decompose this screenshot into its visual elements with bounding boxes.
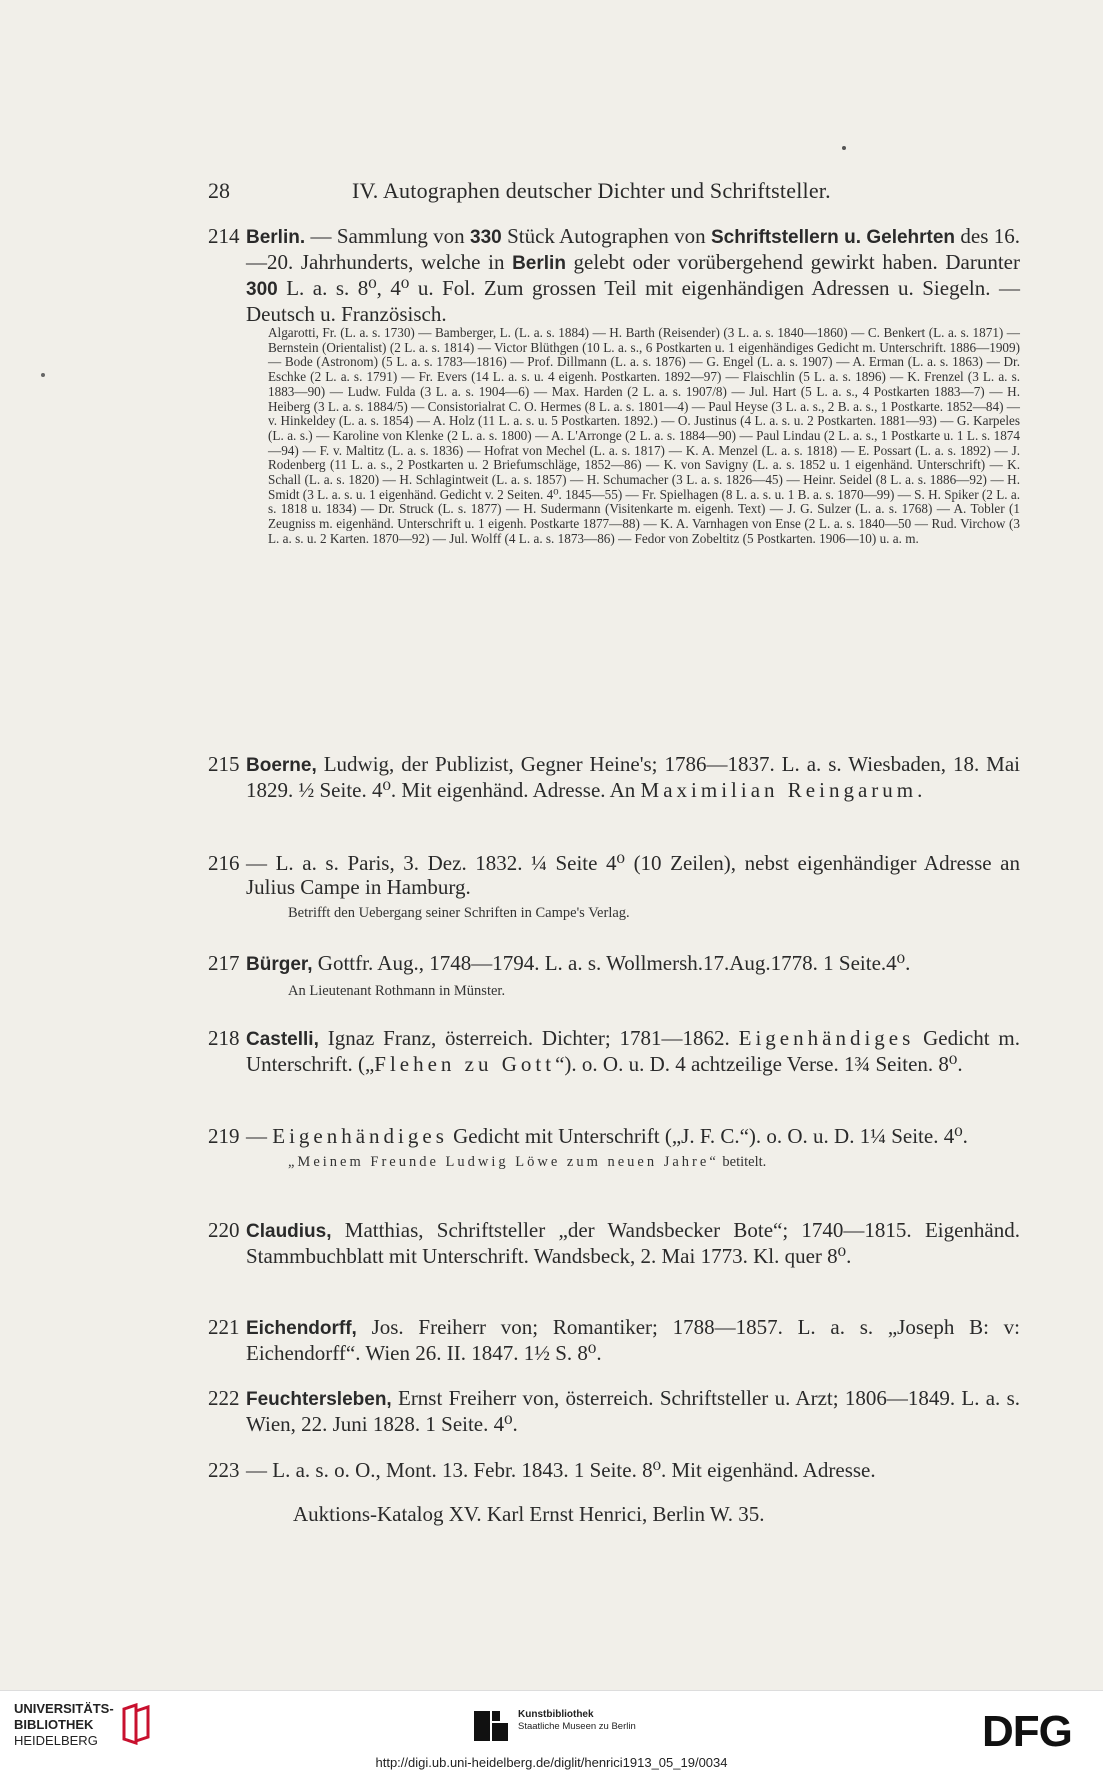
- lot-number: 215: [208, 752, 240, 776]
- entry-text: Eichendorff, Jos. Freiherr von; Romantiker; 1788—1857. L. a. s. „Joseph B: v: Eichendorff“. Wien 26. II. 1847. 1½ S. 8⁰.: [246, 1315, 1020, 1365]
- entry-218: [208, 1026, 1020, 1076]
- entry-220: [208, 1218, 1020, 1268]
- lot-number: 214: [208, 224, 240, 248]
- entry-text: Feuchtersleben, Ernst Freiherr von, österreich. Schriftsteller u. Arzt; 1806—1849. L. a. s. Wien, 22. Juni 1828. 1 Seite. 4⁰.: [246, 1386, 1020, 1436]
- entry-head: Boerne,: [246, 755, 317, 776]
- lot-number: 217: [208, 951, 240, 975]
- entry-head: Feuchtersleben,: [246, 1389, 392, 1410]
- entry-head: Castelli,: [246, 1029, 319, 1050]
- entry-text: — L. a. s. o. O., Mont. 13. Febr. 1843. 1 Seite. 8⁰. Mit eigenhänd. Adresse.: [246, 1458, 876, 1482]
- ub-heidelberg-logo[interactable]: UNIVERSITÄTS- BIBLIOTHEK HEIDELBERG: [14, 1701, 114, 1748]
- page-number: 28: [208, 178, 230, 203]
- entry-head: Bürger,: [246, 954, 313, 975]
- entry-head: Claudius,: [246, 1221, 332, 1242]
- entry-note: An Lieutenant Rothmann in Münster.: [288, 983, 506, 999]
- running-head: IV. Autographen deutscher Dichter und Schriftsteller.: [352, 178, 831, 203]
- entry-text: — L. a. s. Paris, 3. Dez. 1832. ¼ Seite 4⁰ (10 Zeilen), nebst eigenhändiger Adresse an Julius Campe in Hamburg.: [246, 851, 1020, 899]
- lot-number: 218: [208, 1026, 240, 1050]
- viewer-bottom-bar: [0, 1690, 1103, 1775]
- permalink-url[interactable]: http://digi.ub.uni-heidelberg.de/diglit/henrici1913_05_19/0034: [375, 1755, 728, 1770]
- lot-number: 220: [208, 1218, 240, 1242]
- entry-text: Claudius, Matthias, Schriftsteller „der Wandsbecker Bote“; 1740—1815. Eigenhänd. Stammbuchblatt mit Unterschrift. Wandsbeck, 2. Mai 1773. Kl. quer 8⁰.: [246, 1218, 1020, 1268]
- lot-number: 222: [208, 1386, 240, 1410]
- entry-221: [208, 1315, 1020, 1365]
- entry-223: [208, 1458, 1020, 1482]
- entry-214: [208, 224, 1020, 547]
- entry-text: — Eigenhändiges Gedicht mit Unterschrift („J. F. C.“). o. O. u. D. 1¼ Seite. 4⁰.: [246, 1124, 968, 1148]
- entry-217: [208, 951, 1020, 1000]
- contents-list: Algarotti, Fr. (L. a. s. 1730) — Bamberger, L. (L. a. s. 1884) — H. Barth (Reisender) (3 L. a. s. 1840—1860) — C. Benkert (L. a. s. 1871) — Bernstein (Orientalist) (2 L. a. s. 1814) — Victor Blüthgen (10 L. a. s., 6 Postkarten u. 1 eigenhändiges Gedicht m. Unterschrift. 1886—1909) — Bode (Astronom) (5 L. a. s. 1783—1816) — Prof. Dillmann (L. a. s. 1876) — G. Engel (L. a. s. 1907) — A. Erman (L. a. s. 1863) — Dr. Eschke (2 L. a. s. 1791) — Fr. Evers (14 L. a. s. u. 4 eigenh. Postkarten. 1892—97) — Flaischlin (5 L. a. s. 1896) — K. Frenzel (3 L. a. s. 1883—90) — Ludw. Fulda (3 L. a. s. 1904—6) — Max. Harden (2 L. a. s. 1907/8) — Jul. Hart (5 L. a. s., 4 Postkarten 1883—7) — H. Heiberg (3 L. a. s. 1884/5) — Consistorialrat C. O. Hermes (8 L. a. s. 1801—4) — Paul Heyse (3 L. a. s., 2 B. a. s., 1 Postkarte. 1852—84) — v. Hinkeldey (L. a. s. 1854) — A. Holz (11 L. a. s. u. 5 Postkarten. 1892.) — O. Justinus (4 L. a. s. u. 2 Postkarten. 1881—93) — G. Karpeles (L. a. s.) — Karoline von Klenke (2 L. a. s. 1800) — A. L'Arronge (2 L. a. s. 1884—90) — Paul Lindau (2 L. a. s., 1 Postkarte u. 1 L. s. 1874—94) — F. v. Maltitz (L. a. s. 1836) — Hofrat von Mechel (L. a. s. 1817) — K. A. Menzel (L. a. s. 1818) — E. Possart (L. a. s. 1892) — J. Rodenberg (11 L. a. s., 2 Postkarten u. 2 Briefumschläge, 1852—86) — K. von Savigny (L. a. s. 1852 u. 1 eigenhänd. Unterschrift) — K. Schall (L. a. s. 1820) — H. Schlagintweit (L. a. s. 1857) — H. Schumacher (3 L. a. s. 1826—45) — Heinr. Seidel (8 L. a. s. 1886—92) — H. Smidt (3 L. a. s. u. 1 eigenhänd. Gedicht v. 2 Seiten. 4⁰. 1845—55) — Fr. Spielhagen (8 L. a. s. u. 1 B. a. s. 1870—99) — S. H. Spiker (2 L. a. s. 1818 u. 1834) — Dr. Struck (L. s. 1877) — H. Sudermann (Visitenkarte m. eigenh. Text) — J. G. Sulzer (L. a. s. 1768) — A. Tobler (1 Zeugniss m. eigenhänd. Unterschrift u. 1 eigenh. Postkarte 1877—88) — K. A. Varnhagen von Ense (2 L. a. s. 1840—50 — Rud. Virchow (3 L. a. s. u. 2 Karten. 1870—92) — Jul. Wolff (4 L. a. s. 1873—86) — Fedor von Zobeltitz (5 Postkarten. 1906—10) u. a. m.: [268, 325, 1021, 546]
- entry-note: Betrifft den Uebergang seiner Schriften in Campe's Verlag.: [288, 905, 630, 921]
- entry-head: Berlin.: [246, 227, 306, 248]
- lot-number: 221: [208, 1315, 240, 1339]
- lot-number: 216: [208, 851, 240, 875]
- page-footer: Auktions-Katalog XV. Karl Ernst Henrici, Berlin W. 35.: [293, 1502, 765, 1526]
- entry-note: „Meinem Freunde Ludwig Löwe zum neuen Jahre“ betitelt.: [288, 1154, 767, 1170]
- entry-text: Castelli, Ignaz Franz, österreich. Dichter; 1781—1862. Eigenhändiges Gedicht m. Unterschrift. („Flehen zu Gott“). o. O. u. D. 4 achtzeilige Verse. 1¾ Seiten. 8⁰.: [246, 1026, 1020, 1076]
- entry-text: Bürger, Gottfr. Aug., 1748—1794. L. a. s. Wollmersh.17.Aug.1778. 1 Seite.4⁰.: [246, 951, 911, 975]
- entry-216: [208, 851, 1020, 922]
- lot-number: 219: [208, 1124, 240, 1148]
- entry-222: [208, 1386, 1020, 1436]
- entry-text: Boerne, Ludwig, der Publizist, Gegner Heine's; 1786—1837. L. a. s. Wiesbaden, 18. Mai 1829. ½ Seite. 4⁰. Mit eigenhänd. Adresse. An Maximilian Reingarum.: [246, 752, 1020, 802]
- kunstbibliothek-text: Kunstbibliothek Staatliche Museen zu Berlin: [518, 1709, 636, 1732]
- dfg-logo[interactable]: DFG: [982, 1707, 1072, 1756]
- entry-text: Berlin. — Sammlung von 330 Stück Autographen von Schriftstellern u. Gelehrten des 16.—20. Jahrhunderts, welche in Berlin gelebt oder vorübergehend gewirkt haben. Darunter 300 L. a. s. 8⁰, 4⁰ u. Fol. Zum grossen Teil mit eigenhändigen Adressen u. Siegeln. — Deutsch u. Französisch.: [246, 224, 1020, 326]
- print-speck: [842, 146, 846, 150]
- print-speck: [41, 373, 45, 377]
- page-header: [208, 178, 908, 210]
- lot-number: 223: [208, 1458, 240, 1482]
- entry-head: Eichendorff,: [246, 1318, 357, 1339]
- ub-emblem-icon: [118, 1703, 154, 1745]
- entry-219: [208, 1124, 1020, 1171]
- entry-215: [208, 752, 1020, 802]
- kunstbibliothek-logo-icon[interactable]: [472, 1709, 512, 1743]
